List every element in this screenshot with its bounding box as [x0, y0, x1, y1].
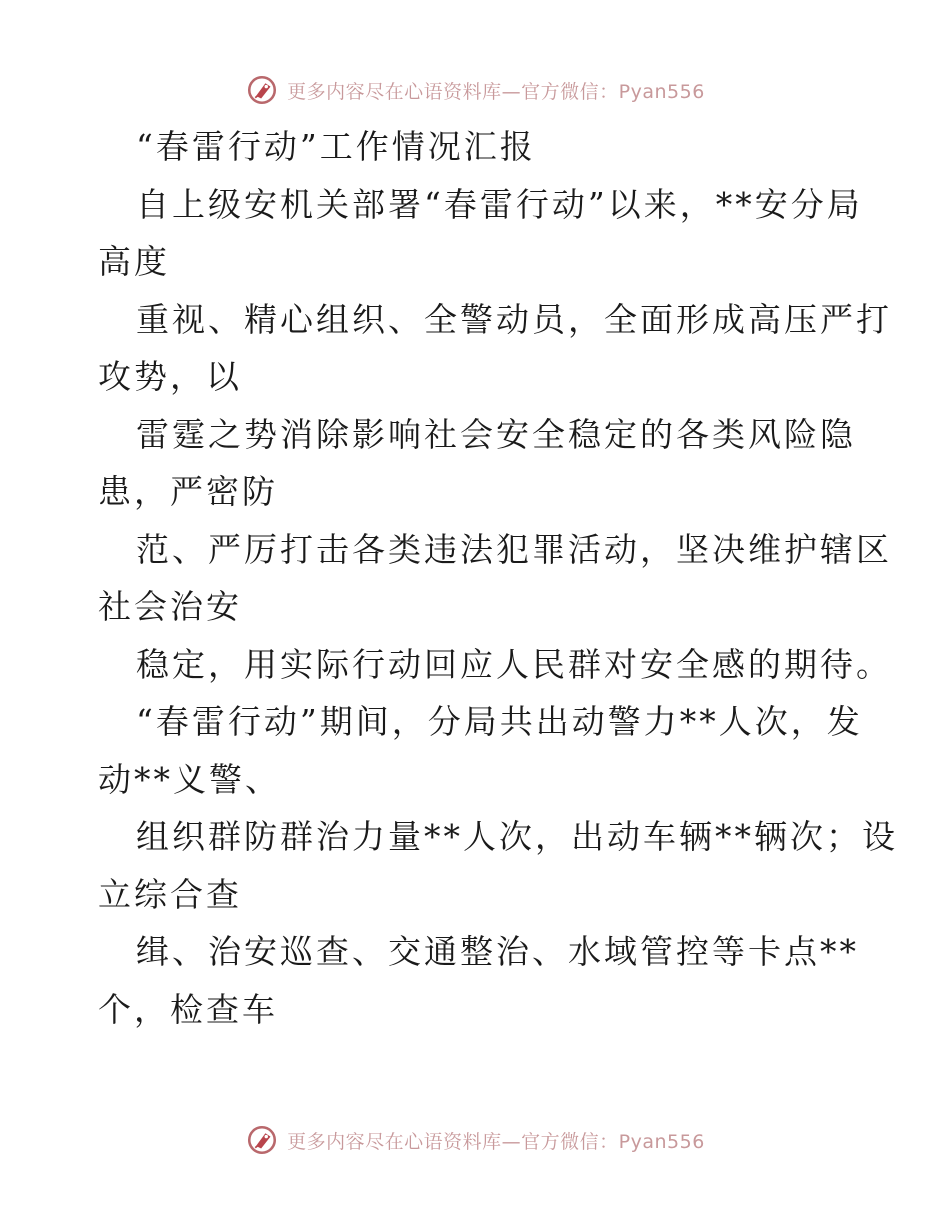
paragraph-line: 稳定，用实际行动回应人民群对安全感的期待。: [136, 644, 892, 684]
paragraph-line: 重视、精心组织、全警动员，全面形成高压严打: [136, 299, 892, 339]
watermark-text: 更多内容尽在心语资料库—官方微信：Pyan556: [287, 1130, 705, 1153]
paragraph-line: 患，严密防: [98, 472, 278, 511]
paragraph-line: 雷霆之势消除影响社会安全稳定的各类风险隐: [136, 414, 856, 454]
pen-nib-circle-icon: [245, 1123, 279, 1157]
paragraph-line: “春雷行动”期间，分局共出动警力**人次，发: [136, 702, 863, 741]
header-watermark: [0, 70, 950, 110]
footer-watermark: [0, 1120, 950, 1160]
paragraph-line: 自上级安机关部署“春雷行动”以来，**安分局: [136, 184, 863, 224]
document-title: “春雷行动”工作情况汇报: [136, 127, 536, 166]
paragraph-line: 高度: [98, 242, 170, 281]
paragraph-line: 立综合查: [98, 874, 242, 914]
pen-nib-circle-icon: [245, 73, 279, 107]
paragraph-line: 缉、治安巡查、交通整治、水域管控等卡点**: [136, 932, 859, 971]
watermark-text: 更多内容尽在心语资料库—官方微信：Pyan556: [287, 80, 705, 103]
paragraph-line: 个，检查车: [98, 989, 278, 1029]
paragraph-line: 范、严厉打击各类违法犯罪活动，坚决维护辖区: [136, 529, 892, 569]
paragraph-line: 攻势，以: [98, 357, 242, 396]
paragraph-line: 社会治安: [98, 587, 242, 626]
paragraph-line: 组织群防群治力量**人次，出动车辆**辆次；设: [136, 817, 898, 856]
paragraph-line: 动**义警、: [98, 759, 281, 799]
document-body: [98, 118, 898, 1038]
